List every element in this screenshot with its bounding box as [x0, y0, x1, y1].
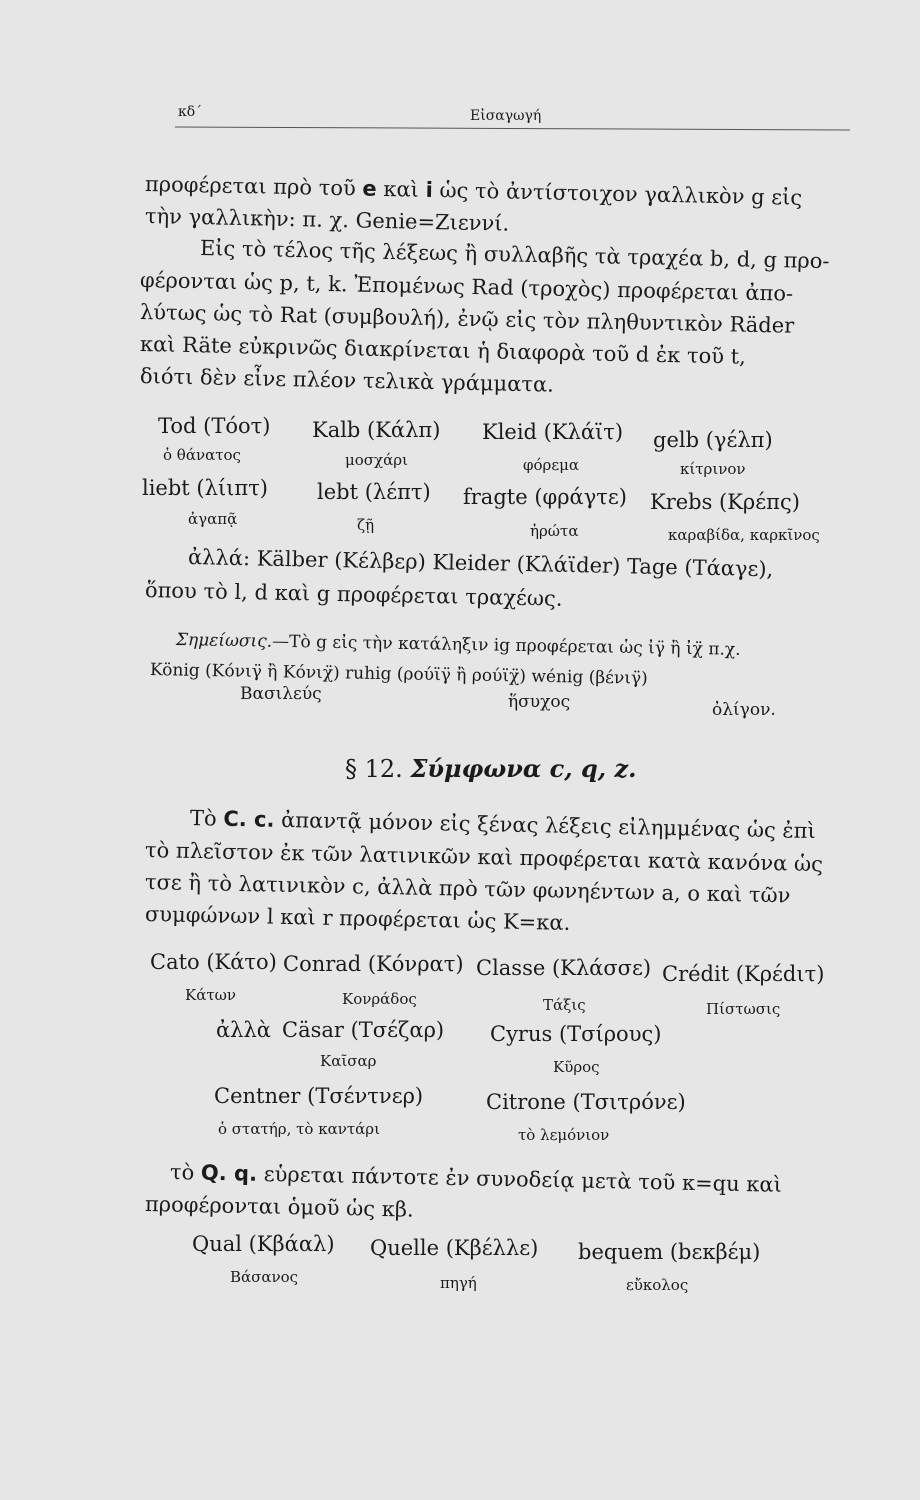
letter-e: e	[362, 176, 377, 201]
example-gloss: πηγή	[440, 1274, 477, 1292]
c-line-2: τὸ πλεῖστον ἐκ τῶν λατινικῶν καὶ προφέρεται κατὰ κανόνα ὡς	[144, 838, 824, 877]
example-gloss: ζῇ	[357, 516, 375, 534]
letter-c: C. c.	[223, 806, 275, 832]
letter-q: Q. q.	[200, 1160, 258, 1186]
example-word: Citrone (Τσιτρόνε)	[486, 1090, 686, 1114]
remark-label: Σημείωσις.	[175, 630, 273, 652]
example-gloss: ἠρώτα	[530, 522, 579, 540]
alla-label: ἀλλὰ	[216, 1018, 271, 1042]
c-line-1	[190, 806, 816, 843]
example-gloss: Κάτων	[185, 986, 236, 1004]
example-word: Conrad (Κόνρατ)	[283, 952, 464, 976]
example-word: Crédit (Κρέdιτ)	[662, 962, 825, 986]
example-gloss: Κονράδος	[342, 990, 417, 1008]
q-line-2: προφέρονται ὁμοῦ ὡς κβ.	[144, 1192, 414, 1222]
example-word: Cyrus (Τσίρους)	[490, 1022, 662, 1046]
example-gloss: εὔκολος	[626, 1276, 689, 1294]
letter-i: i	[425, 177, 434, 203]
page-number: κδ΄	[178, 104, 203, 120]
running-title: Εἰσαγωγή	[470, 108, 542, 124]
c-l1-post: ἀπαντᾷ μόνον εἰς ξένας λέξεις εἰλημμένας ὡς ἐπὶ	[280, 807, 816, 844]
intro-l1-mid: καὶ	[383, 176, 420, 202]
example-word: bequem (bεκβέμ)	[578, 1240, 761, 1264]
example-word: Classe (Κλάσσε)	[476, 956, 652, 980]
example-gloss: καραβίδα, καρκῖνος	[668, 526, 820, 544]
header-rule	[175, 127, 850, 131]
intro-line-3: Εἰς τὸ τέλος τῆς λέξεως ἢ συλλαβῆς τὰ τραχέα b, d, g προ-	[199, 236, 830, 274]
example-word: Cäsar (Τσέζαρ)	[282, 1018, 445, 1042]
example-gloss: φόρεμα	[523, 456, 580, 474]
example-word: Qual (Κβάαλ)	[192, 1232, 335, 1256]
remark-gloss: ἥσυχος	[508, 692, 571, 712]
q-l1-pre: τὸ	[169, 1160, 195, 1185]
example-word: Centner (Τσέντνερ)	[214, 1084, 424, 1108]
example-word: liebt (λίιπτ)	[142, 476, 268, 500]
example-gloss: μοσχάρι	[345, 451, 408, 469]
intro-line-1	[145, 172, 803, 210]
example-gloss: τὸ λεμόνιον	[518, 1126, 610, 1144]
example-gloss: Πίστωσις	[706, 1000, 781, 1018]
q-line-1	[170, 1160, 782, 1197]
q-l1-post: εὑρεται πάντοτε ἐν συνοδείᾳ μετὰ τοῦ κ=qu καὶ	[263, 1161, 783, 1197]
example-gloss: κίτρινον	[680, 460, 746, 478]
example-gloss: Κῦρος	[553, 1058, 600, 1076]
alla-line-1: ἀλλά: Kälber (Κέλβερ) Kleider (Κλάϊder) Tage (Τάαγε),	[187, 545, 774, 582]
remark-gloss: Βασιλεύς	[240, 684, 322, 704]
example-word: Quelle (Κβέλλε)	[370, 1236, 539, 1260]
intro-line-5: λύτως ὡς τὸ Rat (συμβουλή), ἐνῷ εἰς τὸν πληθυντικὸν Räder	[139, 300, 795, 338]
intro-line-6: καὶ Räte εὐκρινῶς διακρίνεται ἡ διαφορὰ τοῦ d ἐκ τοῦ t,	[139, 332, 747, 369]
example-word: Tod (Τόοτ)	[158, 414, 271, 438]
section-title: Σύμφωνα c, q, z.	[410, 754, 637, 783]
example-word: gelb (γέλπ)	[653, 428, 773, 452]
example-word: lebt (λέπτ)	[317, 480, 431, 504]
example-word: Krebs (Κρέπς)	[650, 490, 800, 514]
example-word: Cato (Κάτο)	[150, 950, 277, 974]
example-gloss: Τάξις	[543, 996, 586, 1014]
example-gloss: Βάσανος	[230, 1268, 299, 1286]
intro-line-4: φέρονται ὡς p, t, k. Ἐπομένως Rad (τροχὸς) προφέρεται ἀπο-	[139, 268, 794, 306]
example-gloss: ἀγαπᾷ	[188, 510, 238, 528]
example-gloss: ὁ στατήρ, τὸ καντάρι	[218, 1120, 380, 1138]
section-number: § 12.	[345, 755, 403, 783]
alla-line-2: ὅπου τὸ l, d καὶ g προφέρεται τραχέως.	[144, 578, 563, 611]
intro-l1-pre: προφέρεται πρὸ τοῦ	[144, 172, 357, 201]
remark-line	[176, 630, 741, 660]
c-line-3: τσε ἢ τὸ λατινικὸν c, ἀλλὰ πρὸ τῶν φωνηέντων a, o καὶ τῶν	[144, 870, 791, 908]
remark-examples: König (Κόνιγ̈ ἢ Κόνιχ̈) ruhig (ρούϊγ̈ ἢ ρούϊχ̈) wénig (βένιγ̈)	[149, 660, 648, 689]
intro-line-7: διότι δὲν εἶνε πλέον τελικὰ γράμματα.	[139, 364, 555, 397]
example-gloss: Καῖσαρ	[320, 1052, 377, 1070]
c-line-4: συμφώνων l καὶ r προφέρεται ὡς Κ=κα.	[144, 902, 571, 935]
example-word: Kleid (Κλάϊτ)	[482, 420, 624, 444]
c-l1-pre: Τὸ	[189, 806, 217, 831]
example-word: Kalb (Κάλπ)	[312, 418, 441, 442]
intro-l1-post: ὡς τὸ ἀντίστοιχον γαλλικὸν g εἰς	[439, 178, 803, 210]
remark-text: —Τὸ g εἰς τὴν κατάληξιν ig προφέρεται ὡς ἰγ̈ ἢ ἰχ̈ π.χ.	[271, 631, 741, 660]
intro-line-2: τὴν γαλλικὴν: π. χ. Genie=Ζιεννί.	[144, 204, 510, 236]
example-gloss: ὁ θάνατος	[163, 446, 241, 464]
example-word: fragte (φράγτε)	[463, 485, 627, 509]
remark-gloss: ὀλίγον.	[712, 700, 776, 720]
section-heading	[345, 754, 636, 783]
